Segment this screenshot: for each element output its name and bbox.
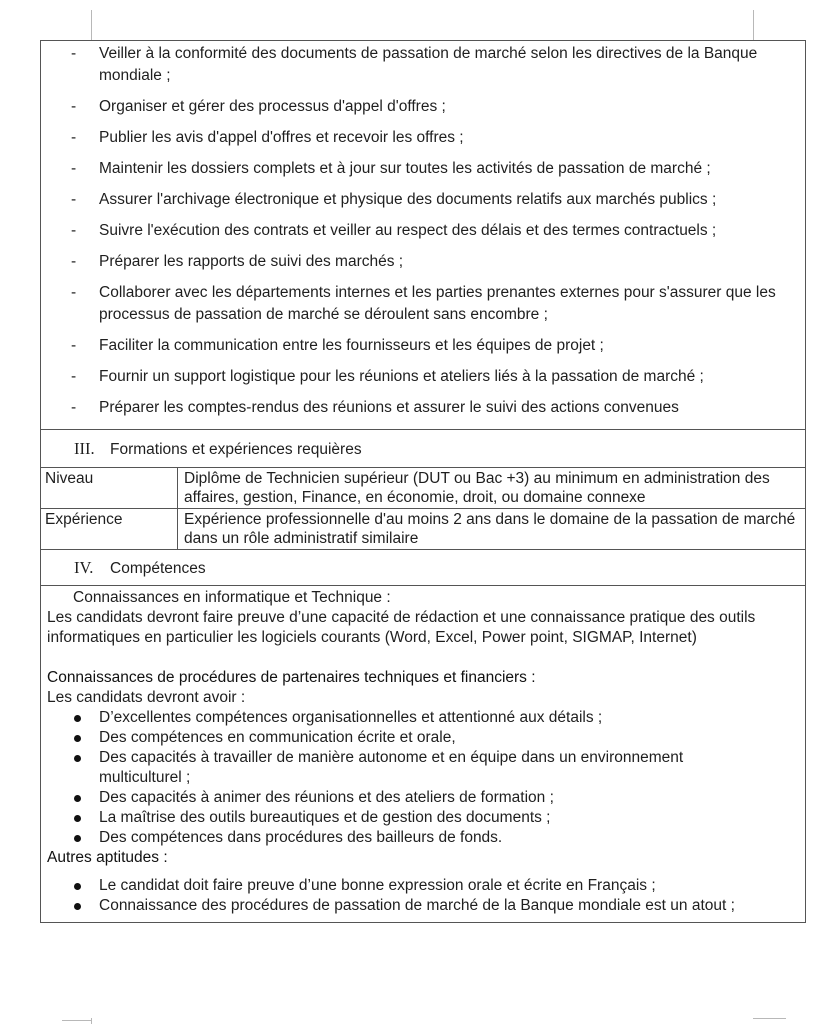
responsibilities-section [41, 41, 805, 430]
list-item [41, 366, 805, 388]
other-aptitudes-list [47, 876, 799, 916]
responsibility-text: Suivre l'exécution des contrats et veiller au respect des délais et des termes contractuels ; [99, 222, 717, 239]
list-item-text: Des compétences en communication écrite et orale, [99, 729, 456, 746]
list-item [41, 189, 805, 211]
list-item [47, 876, 799, 896]
row-label: Niveau [41, 468, 178, 508]
dash-bullet: - [71, 45, 77, 62]
crop-mark-bottom-left-v [91, 1018, 92, 1024]
it-heading [47, 588, 799, 608]
responsibility-text: Fournir un support logistique pour les réunions et ateliers liés à la passation de marché ; [99, 368, 704, 385]
list-item-text: La maîtrise des outils bureautiques et de gestion des documents ; [99, 809, 551, 826]
row-value: Diplôme de Technicien supérieur (DUT ou Bac +3) au minimum en administration des affaires, gestion, Finance, en économie, droit, ou domaine connexe [184, 470, 770, 506]
crop-mark-top-right [753, 10, 754, 40]
list-item [47, 896, 799, 916]
list-item-text: Des capacités à animer des réunions et des ateliers de formation ; [99, 789, 554, 806]
list-item [41, 43, 805, 87]
section-number: IV. [74, 558, 94, 577]
crop-mark-top-left [91, 10, 92, 40]
bullet-dot-icon [74, 715, 81, 722]
responsibility-text: Assurer l'archivage électronique et physique des documents relatifs aux marchés publics ; [99, 191, 717, 208]
competences-body [41, 586, 805, 922]
responsibility-text: Préparer les comptes-rendus des réunions et assurer le suivi des actions convenues [99, 399, 679, 416]
dash-bullet: - [71, 284, 77, 301]
responsibility-text: Faciliter la communication entre les fournisseurs et les équipes de projet ; [99, 337, 604, 354]
list-item [41, 282, 805, 326]
other-aptitudes-heading: Autres aptitudes : [47, 849, 168, 866]
list-item [41, 251, 805, 273]
dash-bullet: - [71, 160, 77, 177]
list-item [47, 708, 799, 728]
bullet-dot-icon [74, 735, 81, 742]
bullet-dot-icon [74, 815, 81, 822]
dash-bullet: - [71, 191, 77, 208]
list-item-text: D’excellentes compétences organisationnelles et attentionné aux détails ; [99, 709, 603, 726]
table-row [41, 509, 805, 549]
list-item [47, 828, 799, 848]
responsibility-text: Collaborer avec les départements internes et les parties prenantes externes pour s'assurer que les processus de passation de marché se déroulent sans encombre ; [99, 284, 776, 323]
ptf-heading: Connaissances de procédures de partenaires techniques et financiers : [47, 669, 536, 686]
section-title: Compétences [110, 560, 206, 577]
dash-bullet: - [71, 222, 77, 239]
bullet-dot-icon [74, 795, 81, 802]
ptf-intro: Les candidats devront avoir : [47, 689, 246, 706]
bullet-dot-icon [74, 755, 81, 762]
list-item-text: Le candidat doit faire preuve d’une bonne expression orale et écrite en Français ; [99, 877, 656, 894]
requirements-table [41, 468, 805, 550]
list-item-text: Des compétences dans procédures des bailleurs de fonds. [99, 829, 503, 846]
list-item [41, 220, 805, 242]
crop-mark-bottom-left [62, 1020, 92, 1021]
responsibility-text: Préparer les rapports de suivi des marchés ; [99, 253, 404, 270]
it-heading-text: Connaissances en informatique et Technique [73, 589, 383, 606]
crop-mark-bottom-right [753, 1018, 786, 1019]
dash-bullet: - [71, 129, 77, 146]
dash-bullet: - [71, 337, 77, 354]
dash-bullet: - [71, 253, 77, 270]
list-item [41, 96, 805, 118]
list-item-text: Connaissance des procédures de passation de marché de la Banque mondiale est un atout ; [99, 897, 735, 914]
responsibility-text: Organiser et gérer des processus d'appel d'offres ; [99, 98, 446, 115]
list-item [41, 397, 805, 419]
it-heading-suffix: : [382, 589, 391, 606]
dash-bullet: - [71, 368, 77, 385]
ptf-list [47, 708, 799, 848]
section-number: III. [74, 439, 95, 458]
list-item [41, 158, 805, 180]
list-item [47, 788, 799, 808]
bullet-dot-icon [74, 835, 81, 842]
row-value: Expérience professionnelle d'au moins 2 ans dans le domaine de la passation de marché dans un rôle administratif similaire [184, 511, 796, 547]
section-iv-heading [41, 550, 805, 586]
bullet-dot-icon [74, 903, 81, 910]
responsibility-text: Maintenir les dossiers complets et à jour sur toutes les activités de passation de marché ; [99, 160, 711, 177]
list-item [41, 335, 805, 357]
list-item-text: Des capacités à travailler de manière autonome et en équipe dans un environnement multiculturel ; [99, 749, 684, 786]
spacer [47, 648, 799, 668]
bullet-dot-icon [74, 883, 81, 890]
responsibility-text: Publier les avis d'appel d'offres et recevoir les offres ; [99, 129, 464, 146]
table-row [41, 468, 805, 509]
list-item [47, 748, 799, 788]
row-label: Expérience [41, 509, 178, 549]
dash-bullet: - [71, 399, 77, 416]
section-title: Formations et expériences requières [110, 441, 362, 458]
responsibility-text: Veiller à la conformité des documents de passation de marché selon les directives de la Banque mondiale ; [99, 45, 758, 84]
list-item [41, 127, 805, 149]
section-iii-heading [41, 430, 805, 468]
list-item [47, 808, 799, 828]
dash-bullet: - [71, 98, 77, 115]
list-item [47, 728, 799, 748]
document-table [40, 40, 806, 923]
it-paragraph: Les candidats devront faire preuve d’une capacité de rédaction et une connaissance pratique des outils informatiques en particulier les logiciels courants (Word, Excel, Power point, SIGMAP, Internet) [47, 609, 756, 646]
responsibilities-list [41, 41, 805, 429]
